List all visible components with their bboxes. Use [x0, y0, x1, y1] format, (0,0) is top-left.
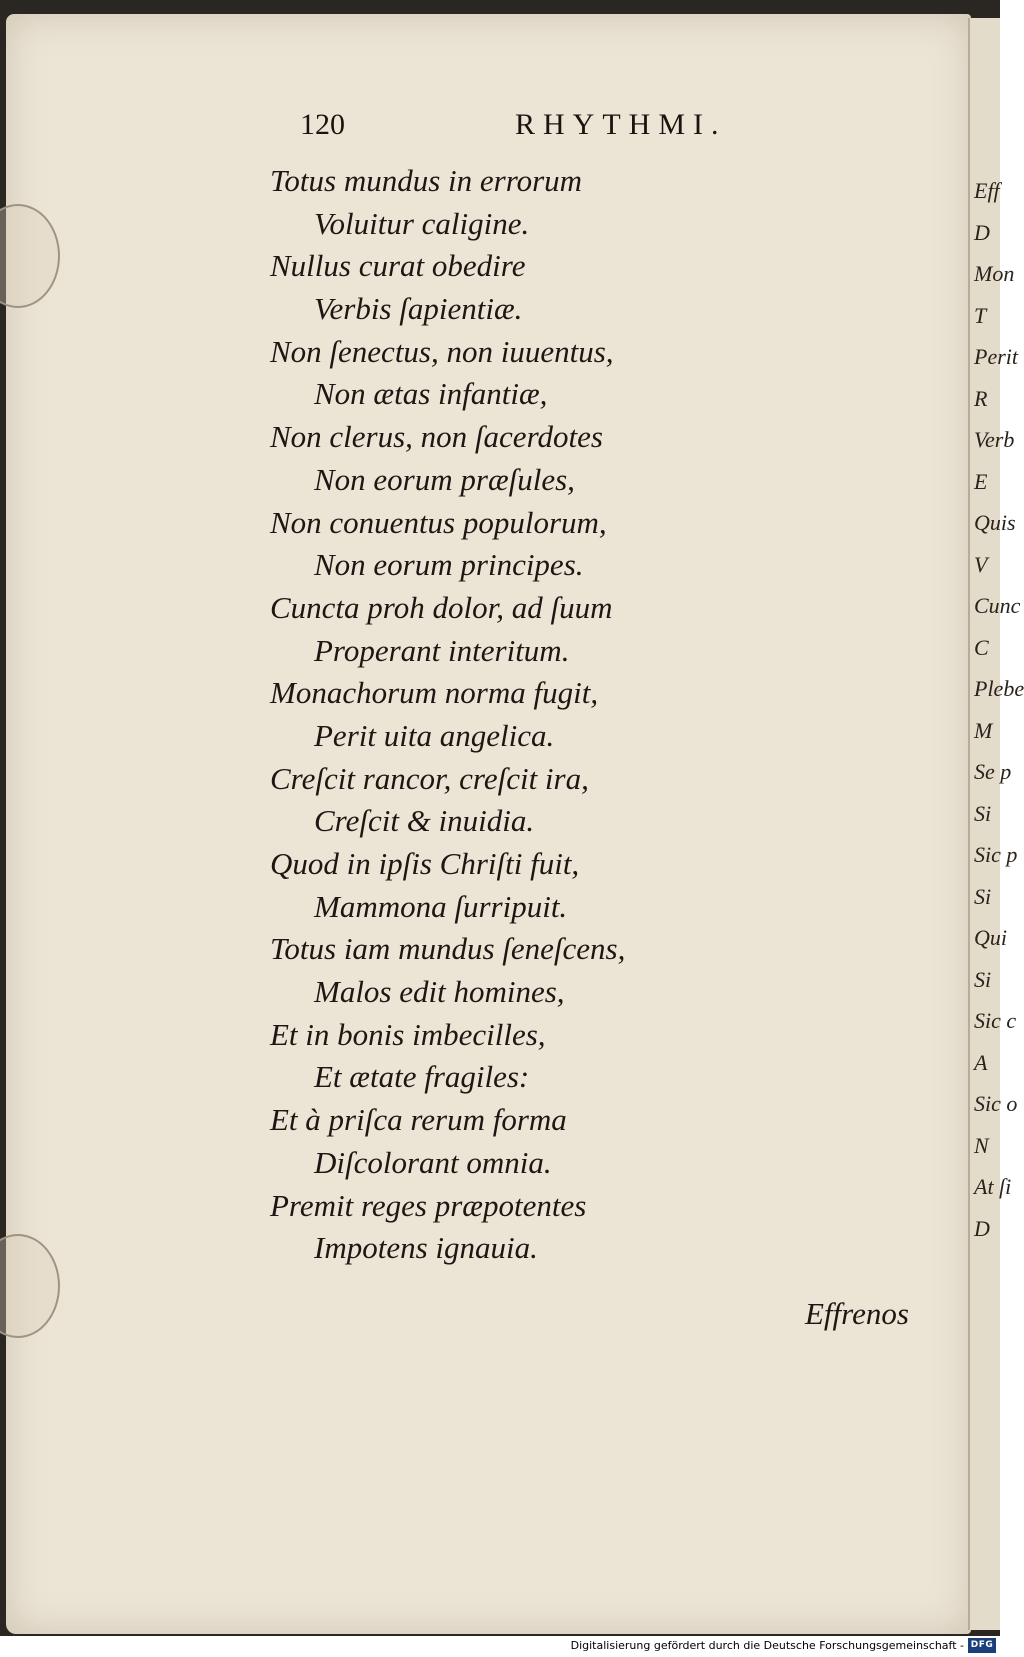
verse-line: Non clerus, non ſacerdotes — [270, 419, 603, 455]
verse-line: Et à priſca rerum forma — [270, 1102, 567, 1138]
adjacent-page-fragment: C — [974, 634, 989, 660]
verse-line: Mammona ſurripuit. — [314, 888, 568, 924]
verse-line: Et in bonis imbecilles, — [270, 1016, 546, 1052]
adjacent-page-fragment: E — [974, 468, 988, 494]
binding-clip-upper — [0, 204, 60, 308]
running-title: RHYTHMI. — [515, 108, 727, 141]
verse-line: Properant interitum. — [314, 632, 570, 668]
adjacent-page-fragment: Perit — [974, 344, 1018, 369]
adjacent-page-fragment: Cunc — [974, 593, 1021, 618]
adjacent-page-edge — [968, 18, 1024, 1630]
dfg-logo: DFG — [968, 1638, 996, 1653]
adjacent-page-fragment: Si — [974, 966, 992, 992]
adjacent-page-fragment: Plebe — [974, 676, 1024, 701]
verse-line: Totus iam mundus ſeneſcens, — [270, 931, 626, 967]
verse-line: Voluitur caligine. — [314, 205, 530, 241]
adjacent-page-fragment: Verb — [974, 427, 1015, 452]
verse-line: Malos edit homines, — [314, 974, 565, 1010]
verse-line: Creſcit & inuidia. — [314, 803, 535, 839]
verse-line: Et ætate fragiles: — [314, 1059, 530, 1095]
adjacent-page-fragment: V — [974, 551, 988, 577]
funding-credit: Digitalisierung gefördert durch die Deutsche Forschungsgemeinschaft - — [570, 1639, 964, 1652]
verse-line: Totus mundus in errorum — [270, 163, 583, 198]
verse-line: Premit reges præpotentes — [270, 1187, 587, 1223]
verse-line: Non ætas infantiæ, — [314, 376, 548, 412]
verse-line: Non conuentus populorum, — [270, 504, 607, 540]
adjacent-page-fragment: D — [974, 219, 990, 245]
adjacent-page-fragment: At ſi — [974, 1174, 1012, 1199]
adjacent-page-fragment: Qui — [974, 925, 1007, 950]
page-number: 120 — [300, 108, 345, 141]
adjacent-page-fragment: Sic c — [974, 1008, 1017, 1033]
verse-line: Impotens ignauia. — [314, 1230, 538, 1266]
adjacent-page-fragment: Sic o — [974, 1091, 1018, 1116]
running-head — [300, 108, 770, 148]
adjacent-page-fragment: N — [974, 1132, 989, 1158]
adjacent-page-fragment: T — [974, 302, 987, 328]
catchword: Effrenos — [805, 1296, 909, 1331]
adjacent-page-fragment: Si — [974, 800, 992, 826]
adjacent-page-fragment: Sic p — [974, 842, 1018, 867]
verse-line: Nullus curat obedire — [270, 248, 526, 284]
verse-line: Non ſenectus, non iuuentus, — [270, 333, 614, 369]
poem-body — [270, 160, 690, 1270]
verse-line: Quod in ipſis Chriſti fuit, — [270, 846, 580, 881]
verse-line: Monachorum norma fugit, — [270, 675, 599, 711]
adjacent-page-fragment: Quis — [974, 510, 1016, 535]
adjacent-page-fragment: A — [974, 1049, 988, 1075]
verse-line: Cuncta proh dolor, ad ſuum — [270, 589, 613, 625]
adjacent-page-fragment: Eff — [974, 178, 1000, 203]
verse-line: Non eorum principes. — [314, 547, 584, 583]
verse-line: Non eorum præſules, — [314, 461, 575, 497]
adjacent-page-fragment: Se p — [974, 759, 1012, 784]
footer-bar — [0, 1636, 1000, 1657]
binding-clip-lower — [0, 1234, 60, 1338]
verse-line: Diſcolorant omnia. — [314, 1144, 552, 1180]
adjacent-page-fragment: Mon — [974, 261, 1015, 286]
verse-line: Perit uita angelica. — [314, 717, 555, 753]
verse-line: Verbis ſapientiæ. — [314, 291, 523, 327]
verse-line: Creſcit rancor, creſcit ira, — [270, 760, 589, 796]
adjacent-page-fragment: Si — [974, 883, 992, 909]
adjacent-page-fragment: M — [974, 717, 993, 743]
adjacent-page-fragment: R — [974, 385, 988, 411]
adjacent-page-fragment: D — [974, 1215, 990, 1241]
